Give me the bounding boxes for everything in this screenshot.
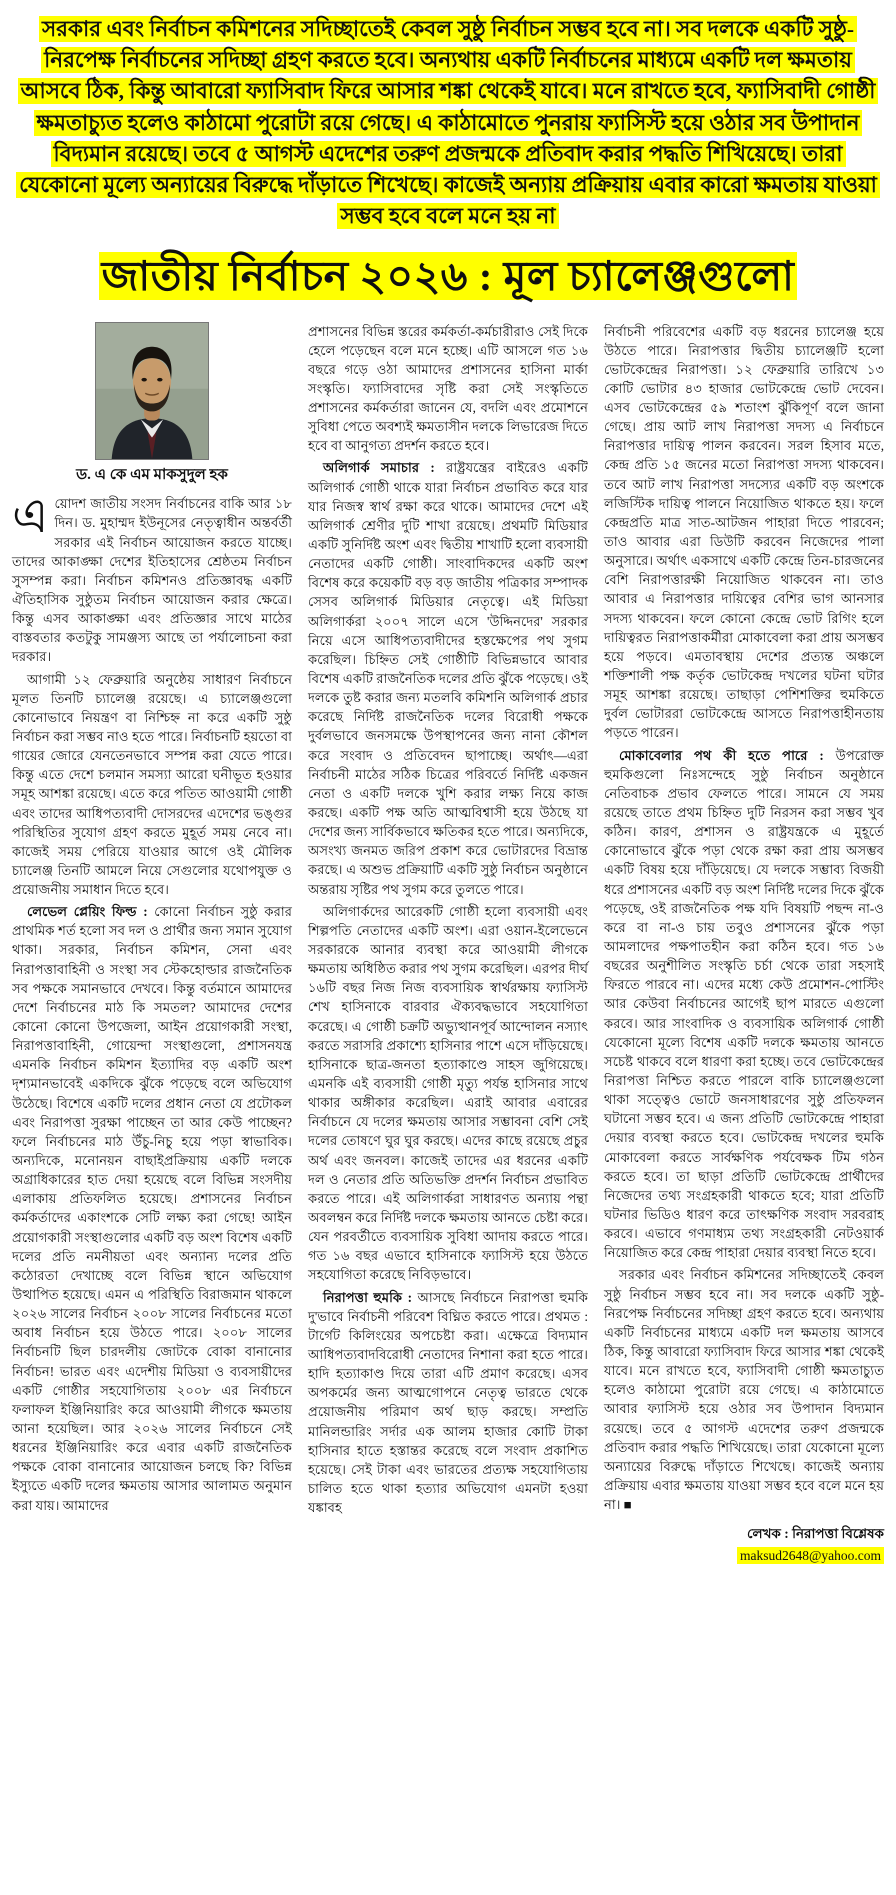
- body-paragraph: [308, 458, 588, 898]
- body-paragraph: [308, 1288, 588, 1518]
- headline-highlight-text: জাতীয় নির্বাচন ২০২৬ : মূল চ্যালেঞ্জগুলো: [99, 252, 798, 300]
- section-lead-oligarch: অলিগার্ক সমাচার :: [323, 460, 435, 476]
- body-paragraph: [12, 902, 292, 1515]
- article-columns: [12, 322, 884, 1566]
- author-figure: [12, 322, 292, 487]
- body-paragraph: প্রশাসনের বিভিন্ন স্তরের কর্মকর্তা-কর্মচারীরাও সেই দিকে হেলে পড়েছেন বলে মনে হচ্ছে। এটি আসলে গত ১৬ বছরে গড়ে ওঠা আমাদের প্রশাসনের হাসিনা মার্কা সংস্কৃতি। ফ্যাসিবাদের সৃষ্টি করা সেই সংস্কৃতিতে প্রশাসনের কর্মকর্তারা জানেন যে, বদলি এবং প্রমোশনে সুবিধা পেতে অবশ্যই ক্ষমতাসীন দলকে লিভারেজ দিতে হবে বা আনুগত্য প্রদর্শন করতে হবে।: [308, 323, 588, 454]
- paragraph-text: কোনো নির্বাচন সুষ্ঠু করার প্রাথমিক শর্ত হলো সব দল ও প্রার্থীর জন্য সমান সুযোগ থাকা। সরকার, নির্বাচন কমিশন, সেনা এবং নিরাপত্তাবাহিনী ও সংস্থা সব স্টেকহোল্ডার রাজনৈতিক সব পক্ষকে সমানভাবে দেখবে। কিন্তু বর্তমানে আমাদের দেশে নির্বাচনের মাঠ কি সমতল? আমাদের দেশের কোনো কোনো উপজেলা, আইন প্রয়োগকারী সংস্থা, নিরাপত্তাবাহিনী, গোয়েন্দা সংস্থাগুলো, প্রশাসনযন্ত্র এমনকি নির্বাচন কমিশন ইত্যাদির বড় একটি অংশ দৃশ্যমানভাবেই একদিকে ঝুঁকে পড়েছে বলে অভিযোগ উঠেছে। বিশেষে একটি দলের প্রধান নেতা যে প্রটোকল এবং নিরাপত্তা সুরক্ষা পাচ্ছেন তা আর কেউ পাচ্ছেন? ফলে নির্বাচনের মাঠ উঁচু-নিচু হয়ে পড়া স্বাভাবিক। অন্যদিকে, মনোনয়ন বাছাইপ্রক্রিয়ায় একটি দলকে অগ্রাধিকারের হাত দেয়া হয়েছে বলে বিভিন্ন সংসদীয় এলাকায় প্রতিফলিত হয়েছে। প্রশাসনের নির্বাচন কর্মকর্তাদের একাংশকে সেটি লক্ষ্য করা গেছে! আইন প্রয়োগকারী সংস্থাগুলোর একটি বড় অংশ বিশেষ একটি দলের প্রতি নমনীয়তা এবং অন্যান্য দলের প্রতি কঠোরতা দেখাচ্ছে বলে বিভিন্ন স্থানে অভিযোগ উত্থাপিত হয়েছে। এমন এ পরিস্থিতি বিরাজমান থাকলে ২০২৬ সালের নির্বাচন ২০০৮ সালের নির্বাচনের মতো অবাধ নির্বাচন হয়ে উঠতে পারে। ২০০৮ সালের নির্বাচনটি ছিল চারদলীয় জোটকে বোকা বানানোর নির্বাচন! ভারত এবং এদেশীয় মিডিয়া ও ব্যবসায়ীদের একটি গোষ্ঠীর সহযোগিতায় ২০০৮ এর নির্বাচনে ফলাফল ইঞ্জিনিয়ারিং করে আওয়ামী লীগকে ক্ষমতায় আনা হয়েছিল। আর ২০২৬ সালের নির্বাচনে সেই ধরনের ইঞ্জিনিয়ারিং করে এবার একটি রাজনৈতিক পক্ষকে বোকা বানানোর আয়োজন চলছে কি? বিভিন্ন ইস্যুতে একটি দলের ক্ষমতায় আসার আলামত অনুমান করা যায়। আমাদের: [12, 904, 292, 1513]
- paragraph-text: য়োদশ জাতীয় সংসদ নির্বাচনের বাকি আর ১৮ দিন। ড. মুহাম্মদ ইউনূসের নেতৃত্বাধীন অন্তর্বর্তী সরকার এই নির্বাচন আয়োজন করতে যাচ্ছে। তাদের আকাঙ্ক্ষা দেশের ইতিহাসের শ্রেষ্ঠতম নির্বাচন সুসম্পন্ন করা। নির্বাচন কমিশনও প্রতিজ্ঞাবদ্ধ একটি ঐতিহাসিক সুষ্ঠুতম নির্বাচন আয়োজন করার ক্ষেত্রে। কিন্তু এসব আকাঙ্ক্ষা এবং প্রতিজ্ঞার সাথে মাঠের বাস্তবতার কতটুকু সামঞ্জস্য আছে তা পর্যালোচনা করা দরকার।: [12, 496, 292, 665]
- author-photo: [95, 322, 209, 460]
- paragraph-text: উপরোক্ত হুমকিগুলো নিঃসন্দেহে সুষ্ঠু নির্বাচন অনুষ্ঠানে নেতিবাচক প্রভাব ফেলতে পারে। সামনে যে সময় রয়েছে তাতে প্রথম চিহ্নিত দুটি নিরসন করা সম্ভব খুব কঠিন। কারণ, প্রশাসন ও রাষ্ট্রযন্ত্রকে এ মুহূর্তে কোনোভাবে ঝুঁকে পড়া থেকে রক্ষা করা প্রায় অসম্ভব একটি বিষয় হয়ে দাঁড়িয়েছে। যে দলকে সম্ভাব্য বিজয়ী ধরে প্রশাসনের একটি বড় অংশ নির্দিষ্ট দলের দিকে ঝুঁকে পড়েছে, ওই রাজনৈতিক পক্ষ যদি বিষয়টি পছন্দ না-ও করে বা না-ও চায় তবুও প্রশাসনের ঝুঁকে পড়া আমলাদের পক্ষপাতহীন করা কঠিন হবে। গত ১৬ বছরের অনুশীলিত সংস্কৃতি চর্চা থেকে তারা সহসাই ফিরতে পারবে না। এদের মধ্যে কেউ প্রমোশন-পোস্টিং আর কেউবা নির্বাচনের আগেই ছাপ মারতে এগুলো করবে। আর সাংবাদিক ও ব্যবসায়িক অলিগার্ক গোষ্ঠী যেকোনো মূল্যে বিশেষ একটি দলকে ক্ষমতায় আনতে সচেষ্ট থাকবে বলে ধারণা করা হচ্ছে। তবে ভোটকেন্দ্রের নিরাপত্তা নিশ্চিত করতে পারলে বাকি চ্যালেঞ্জগুলো থাকা সত্ত্বেও ভোটে জনসাধারণের সুষ্ঠু প্রতিফলন ঘটানো সম্ভব হবে। এ জন্য প্রতিটি ভোটকেন্দ্রে পাহারা দেয়ার ব্যবস্থা করতে হবে। ভোটকেন্দ্র দখলের হুমকি মোকাবেলা করতে সার্বক্ষণিক পর্যবেক্ষক টিম গঠন করতে হবে। তা ছাড়া প্রতিটি ভোটকেন্দ্রে প্রার্থীদের নিজেদের তথ্য সংগ্রহকারী থাকতে হবে; যারা প্রতিটি ঘটনার ভিডিও ধারণ করে তাৎক্ষণিক সংবাদ সরবরাহ করবে। এভাবে গণমাধ্যম তথ্য সংগ্রহকারী নেটওয়ার্ক নিয়োজিত করে কেন্দ্র পাহারা দেয়ার ব্যবস্থা নিতে হবে।: [604, 747, 884, 1261]
- body-paragraph: অলিগার্কদের আরেকটি গোষ্ঠী হলো ব্যবসায়ী এবং শিল্পপতি নেতাদের একটি অংশ। এরা ওয়ান-ইলেভেনে সরকারকে আনার ব্যবস্থা করে আওয়ামী লীগকে ক্ষমতায় অধিষ্ঠিত করার পথ সুগম করেছিল। এরপর দীর্ঘ ১৬টি বছর নিজ নিজ ব্যবসায়িক স্বার্থরক্ষায় ফ্যাসিস্ট শেখ হাসিনাকে বারবার ঐক্যবদ্ধভাবে সহযোগিতা করেছে। এ গোষ্ঠী চক্রটি অভ্যুত্থানপূর্ব আন্দোলন নস্যাৎ করতে সরাসরি প্রকাশ্যে হাসিনার পাশে এসে দাঁড়িয়েছে। হাসিনাকে ছাত্র-জনতা হত্যাকাণ্ডে সাহস জুগিয়েছে। এমনকি এই ব্যবসায়ী গোষ্ঠী মৃত্যু পর্যন্ত হাসিনার সাথে থাকার অঙ্গীকার করেছিল। এরাই আবার এবারের নির্বাচনে যে দলের ক্ষমতায় আসার সম্ভাবনা বেশি সেই দলের তোষণে ঘুর ঘুর করছে। এদের কাছে রয়েছে প্রচুর অর্থ এবং জনবল। কাজেই তাদের এর ধরনের একটি দল ও নেতার প্রতি অতিভক্তি প্রদর্শন নির্বাচন প্রভাবিত করতে পারে। এই অলিগার্করা সাধারণত অন্যায় পন্থা অবলম্বন করে নির্দিষ্ট দলকে ক্ষমতায় আনতে চেষ্টা করে। যেন পরবর্তীতে ব্যবসায়িক সুবিধা আদায় করতে পারে। গত ১৬ বছর এভাবে হাসিনাকে ফ্যাসিস্ট হয়ে উঠতে সহযোগিতা করেছে নিবিড়ভাবে।: [308, 903, 588, 1283]
- drop-cap: এ: [12, 490, 49, 544]
- intro-paragraph: [16, 14, 880, 232]
- section-lead-security-threat: নিরাপত্তা হুমকি :: [323, 1289, 412, 1305]
- intro-highlight-text: সরকার এবং নির্বাচন কমিশনের সদিচ্ছাতেই কেবল সুষ্ঠু নির্বাচন সম্ভব হবে না। সব দলকে একটি সুষ্ঠু-নিরপেক্ষ নির্বাচনের সদিচ্ছা গ্রহণ করতে হবে। অন্যথায় একটি নির্বাচনের মাধ্যমে একটি দল ক্ষমতায় আসবে ঠিক, কিন্তু আবারো ফ্যাসিবাদ ফিরে আসার শঙ্কা থেকেই যাবে। মনে রাখতে হবে, ফ্যাসিবাদী গোষ্ঠী ক্ষমতাচ্যুত হলেও কাঠামো পুরোটা রয়ে গেছে। এ কাঠামোতে পুনরায় ফ্যাসিস্ট হয়ে ওঠার সব উপাদান বিদ্যমান রয়েছে। তবে ৫ আগস্ট এদেশের তরুণ প্রজন্মকে প্রতিবাদ করার পদ্ধতি শিখিয়েছে। তারা যেকোনো মূল্যে অন্যায়ের বিরুদ্ধে দাঁড়াতে শিখেছে। কাজেই অন্যায় প্রক্রিয়ায় এবার কারো ক্ষমতায় যাওয়া সম্ভব হবে বলে মনে হয় না: [16, 16, 880, 229]
- section-lead-level-playing-field: লেভেল প্লেয়িং ফিল্ড :: [27, 904, 148, 920]
- body-paragraph: আগামী ১২ ফেব্রুয়ারি অনুষ্ঠেয় সাধারণ নির্বাচনে মূলত তিনটি চ্যালেঞ্জ রয়েছে। এ চ্যালেঞ্জগুলো কোনোভাবে নিয়ন্ত্রণ বা নিশ্চিহ্ন না করে একটি সুষ্ঠু নির্বাচন করা সম্ভব নাও হতে পারে। নির্বাচনটি হয়তো বা গায়ের জোরে যেনতেনভাবে সম্পন্ন করা যেতে পারে। কিন্তু এতে দেশে চলমান সমস্যা আরো ঘনীভূত হওয়ার সমূহ আশঙ্কা রয়েছে। এতে করে পতিত আওয়ামী গোষ্ঠী এবং তাদের আধিপত্যবাদী দোসরদের এদেশের ভঙ্গুর পরিস্থিতির সুযোগ গ্রহণ করতে মুহূর্ত সময় নেবে না। কাজেই সময় পেরিয়ে যাওয়ার আগে ওই মৌলিক চ্যালেঞ্জ তিনটি আমলে নিয়ে সেগুলোর যথোপযুক্ত ও প্রয়োজনীয় সমাধান দিতে হবে।: [12, 671, 292, 898]
- paragraph-text: রাষ্ট্রযন্ত্রের বাইরেও একটি অলিগার্ক গোষ্ঠী থাকে যারা নির্বাচন প্রভাবিত করে যার যার নিজস্ব স্বার্থ রক্ষা করে থাকে। আমাদের দেশে এই অলিগার্ক শ্রেণীর দুটি শাখা রয়েছে। প্রথমটি মিডিয়ার একটি সুনির্দিষ্ট অংশ এবং দ্বিতীয় শাখাটি হলো ব্যবসায়ী নেতাদের একটি গোষ্ঠী। সাংবাদিকদের একটি অংশ বিশেষ করে কয়েকটি বড় বড় জাতীয় পত্রিকার সম্পাদক সেসব অলিগার্ক মিডিয়ার নেতৃত্বে। এই মিডিয়া অলিগার্করা ২০০৭ সালে এসে 'উদ্দিনদের' সরকার নিয়ে এসে আধিপত্যবাদীদের হস্তক্ষেপের পথ সুগম করেছিল। চিহ্নিত সেই গোষ্ঠীটি বিভিন্নভাবে আবার বিশেষ একটি রাজনৈতিক দলের প্রতি ঝুঁকে পড়েছে। ওই দলকে তুষ্ট করার জন্য মতলবি কমিশনি অলিগার্ক প্রচার করেছে নির্দিষ্ট রাজনৈতিক দলের বিরোধী পক্ষকে দুর্বলভাবে জনসমক্ষে উপস্থাপনের জন্য নানা কৌশল করে সংবাদ ও প্রতিবেদন ছাপাচ্ছে। অর্থাৎ—এরা নির্বাচনী মাঠের সঠিক চিত্রের পরিবর্তে নির্দিষ্ট একজন নেতা ও একটি দলকে খুশি করার লক্ষ্য নিয়ে কাজ করছে। একটি পক্ষ অতি আত্মবিশ্বাসী হয়ে উঠছে যা দেশের জন্য সার্বিকভাবে ক্ষতিকর হতে পারে। অন্যদিকে, অসংখ্য জনমত জরিপ প্রকাশ করে ভোটারদের বিভ্রান্ত করছে। এ অশুভ প্রক্রিয়াটি একটি সুষ্ঠু নির্বাচন অনুষ্ঠানে অন্তরায় সৃষ্টির পথ সুগম করে তুলতে পারে।: [308, 460, 588, 897]
- section-lead-way-forward: মোকাবেলার পথ কী হতে পারে :: [619, 747, 824, 763]
- body-paragraph: সরকার এবং নির্বাচন কমিশনের সদিচ্ছাতেই কেবল সুষ্ঠু নির্বাচন সম্ভব হবে না। সব দলকে একটি সুষ্ঠু-নিরপেক্ষ নির্বাচনের সদিচ্ছা গ্রহণ করতে হবে। অন্যথায় একটি নির্বাচনের মাধ্যমে একটি দল ক্ষমতায় আসবে ঠিক, কিন্তু আবারো ফ্যাসিবাদ ফিরে আসার শঙ্কা থেকেই যাবে। মনে রাখতে হবে, ফ্যাসিবাদী গোষ্ঠী ক্ষমতাচ্যুত হলেও কাঠামো পুরোটা রয়ে গেছে। এ কাঠামোতে আবার ফ্যাসিস্ট হয়ে ওঠার সব উপাদান বিদ্যমান রয়েছে। তবে ৫ আগস্ট এদেশের তরুণ প্রজন্মকে প্রতিবাদ করার পদ্ধতি শিখিয়েছে। তারা যেকোনো মূল্যে অন্যায়ের বিরুদ্ধে দাঁড়াতে শিখেছে। কাজেই অন্যায় প্রক্রিয়ায় এবার ক্ষমতায় যাওয়া সম্ভব হবে বলে মনে হয় না। ■: [604, 1267, 884, 1513]
- paragraph-text: আসছে নির্বাচনে নিরাপত্তা হুমকি দু'ভাবে নির্বাচনী পরিবেশ বিঘ্নিত করতে পারে। প্রথমত : টার্গেট কিলিংয়ের অপচেষ্টা করা। এক্ষেত্রে বিদ্যমান আধিপত্যবাদবিরোধী নেতাদের নিশানা করা হতে পারে। হাদি হত্যাকাণ্ড দিয়ে তারা এটি প্রমাণ করেছে। এসব অপকর্মের জন্য আত্মগোপনে নেতৃত্ব ভারতে থেকে প্রয়োজনীয় পরিমাণ অর্থ ছাড় করছে। সম্প্রতি মানিলন্ডারিং সর্দার এক আলম হাজার কোটি টাকা হাসিনার হাতে হস্তান্তর করেছে বলে সংবাদ প্রকাশিত হয়েছে। সেই টাকা এবং ভারতের প্রত্যক্ষ সহযোগিতায় চালিত হতে থাকা হত্যার অভিযোগ এমনটা হওয়া যঙ্কাবহ: [308, 1289, 589, 1516]
- body-paragraph: [604, 746, 884, 1263]
- column-1: [12, 322, 292, 1566]
- column-3: [604, 322, 884, 1566]
- column-2: [308, 322, 588, 1566]
- author-email: maksud2648@yahoo.com: [737, 1547, 884, 1564]
- author-email-line: [604, 1546, 884, 1566]
- article-headline: [12, 250, 884, 303]
- author-portrait-graphic: [96, 323, 208, 459]
- body-paragraph: নির্বাচনী পরিবেশের একটি বড় ধরনের চ্যালেঞ্জ হয়ে উঠতে পারে। নিরাপত্তার দ্বিতীয় চ্যালেঞ্জটি হলো ভোটকেন্দ্রের নিরাপত্তা। ১২ ফেব্রুয়ারি তারিখে ১৩ কোটি ভোটার ৪৩ হাজার ভোটকেন্দ্রে ভোট দেবেন। এসব ভোটকেন্দ্রের ৫৯ শতাংশ ঝুঁকিপূর্ণ বলে জানা গেছে। প্রায় আট লাখ নিরাপত্তা সদস্য এ নির্বাচনে নিরাপত্তার দায়িত্ব পালন করবেন। সরল হিসাব মতে, কেন্দ্র প্রতি ১৫ জনের মতো নিরাপত্তা সদস্য থাকবেন। তবে আট লাখ নিরাপত্তা সদস্যের একটি বড় অংশকে লজিস্টিক দায়িত্ব পালনে নিয়োজিত থাকতে হয়। ফলে কেন্দ্রপ্রতি মাত্র সাত-আটজন পাহারা দিতে পারবেন; তাও আবার এরা ডিউটি করবেন নিজেদের পালা অনুসারে। অর্থাৎ একসাথে একটি কেন্দ্রে তিন-চারজনের বেশি নিরাপত্তারক্ষী নিয়োজিত থাকবেন না। তাও আবার এ নিরাপত্তার দায়িত্বের বেশির ভাগ আনসার সদস্য থাকবেন। ফলে কোনো কেন্দ্রে ভোট রিগিং হলে দায়িত্বরত নিরাপত্তাকর্মীরা মোকাবেলা করা প্রায় অসম্ভব হয়ে পড়বে। এমতাবস্থায় দেশের প্রত্যন্ত অঞ্চলে শক্তিশালী পক্ষ কর্তৃক ভোটকেন্দ্র দখলের ঘটনা ঘটার সমূহ আশঙ্কা রয়েছে। তাছাড়া পেশিশক্তির হুমকিতে দুর্বল ভোটাররা ভোটকেন্দ্রে আসতে নিরাপত্তাহীনতায় পড়তে পারেন।: [604, 323, 884, 741]
- body-paragraph: [12, 490, 292, 666]
- author-credit: লেখক : নিরাপত্তা বিশ্লেষক: [747, 1526, 884, 1542]
- author-name: ড. এ কে এম মাকসুদুল হক: [76, 466, 228, 483]
